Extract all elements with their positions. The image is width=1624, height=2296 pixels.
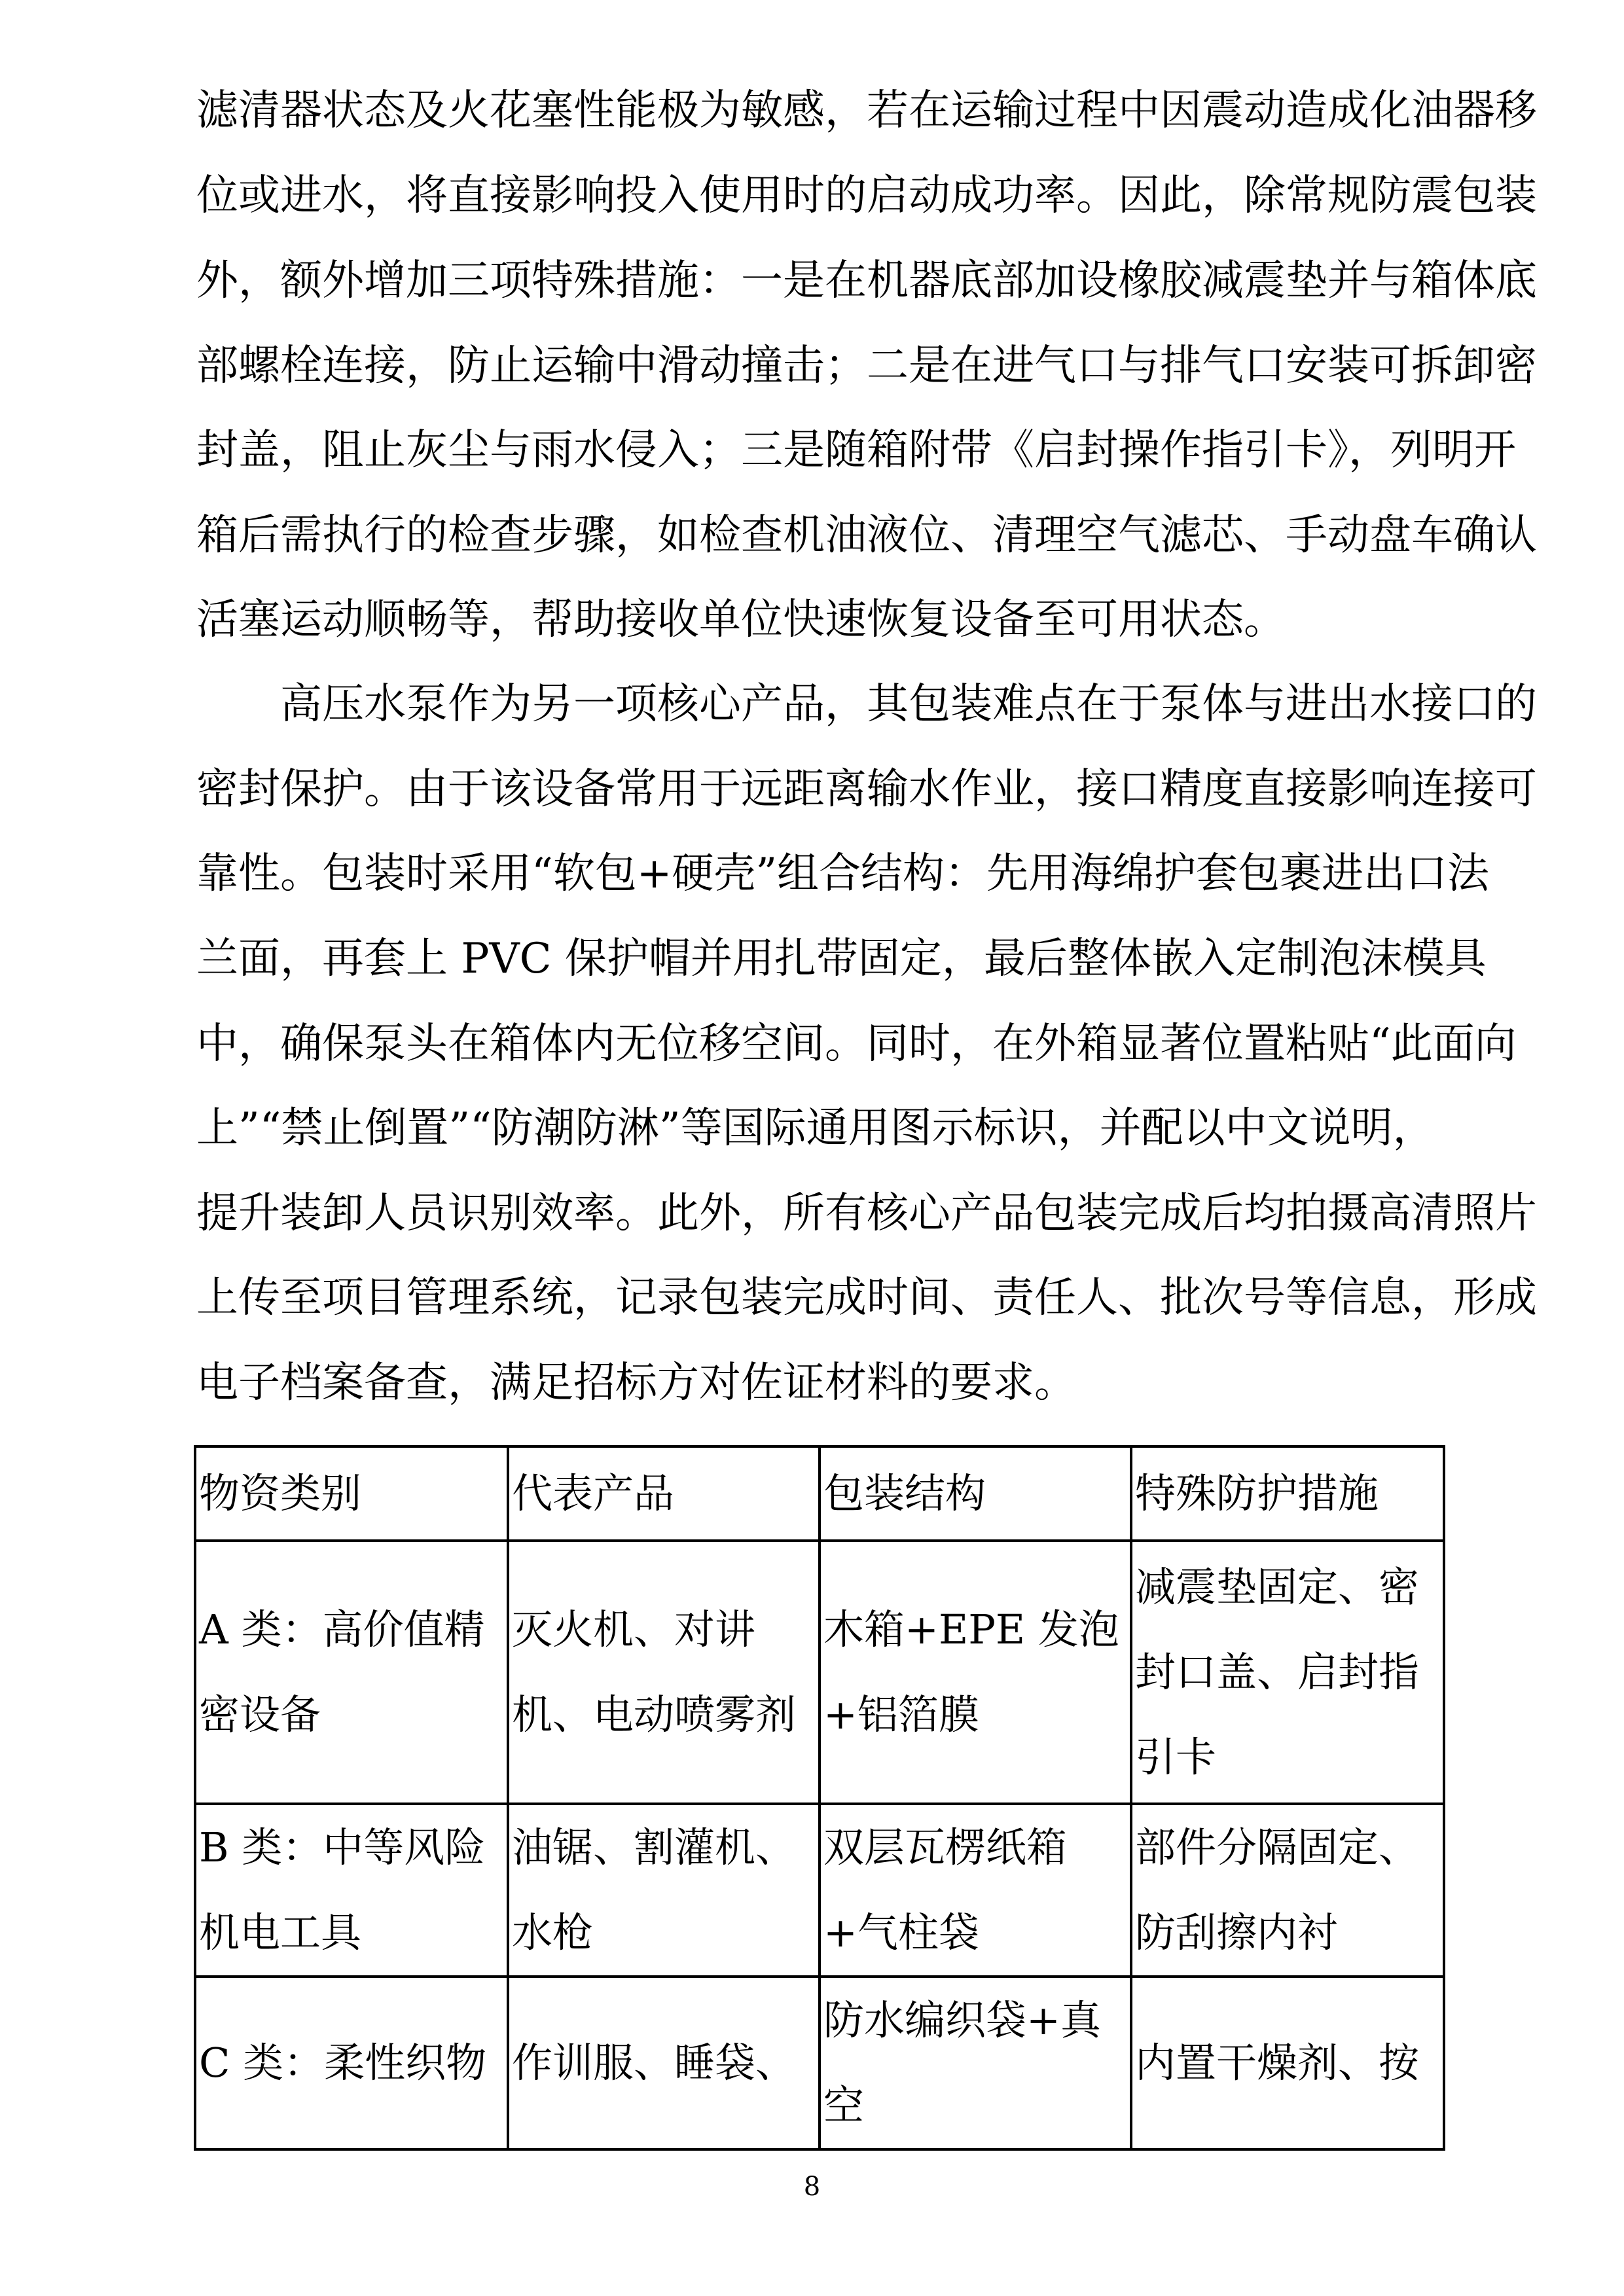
text-line: 箱后需执行的检查步骤，如检查机油液位、清理空气滤芯、手动盘车确认: [196, 511, 1537, 560]
table-row: [195, 1977, 1444, 2149]
text-line: 密封保护。由于该设备常用于远距离输水作业，接口精度直接影响连接可: [196, 765, 1537, 814]
table-header-cell: 代表产品: [508, 1446, 820, 1541]
text-line: 中，确保泵头在箱体内无位移空间。同时，在外箱显著位置粘贴“此面向: [196, 1020, 1517, 1068]
text-line: 靠性。包装时采用“软包+硬壳”组合结构：先用海绵护套包裹进出口法: [196, 850, 1490, 898]
table-cell: 双层瓦楞纸箱+气柱袋: [820, 1804, 1131, 1977]
table-cell: 内置干燥剂、按: [1131, 1977, 1444, 2149]
text-line: 上传至项目管理系统，记录包装完成时间、责任人、批次号等信息，形成: [196, 1274, 1537, 1322]
text-line: 活塞运动顺畅等，帮助接收单位快速恢复设备至可用状态。: [196, 596, 1286, 644]
table-cell: 减震垫固定、密封口盖、启封指引卡: [1131, 1541, 1444, 1804]
table-header-row: [195, 1446, 1444, 1541]
text-line: 提升装卸人员识别效率。此外，所有核心产品包装完成后均拍摄高清照片: [196, 1189, 1537, 1238]
table-cell: 木箱+EPE 发泡+铝箔膜: [820, 1541, 1131, 1804]
text-line: 电子档案备查，满足招标方对佐证材料的要求。: [196, 1359, 1076, 1407]
table-row: [195, 1804, 1444, 1977]
page-number: 8: [803, 2172, 821, 2202]
table-cell: 部件分隔固定、防刮擦内衬: [1131, 1804, 1444, 1977]
text-line: 部螺栓连接，防止运输中滑动撞击；二是在进气口与排气口安装可拆卸密: [196, 342, 1537, 390]
text-line: 外，额外增加三项特殊措施：一是在机器底部加设橡胶减震垫并与箱体底: [196, 257, 1537, 305]
table-cell: 作训服、睡袋、: [508, 1977, 820, 2149]
table-cell: A 类：高价值精密设备: [195, 1541, 508, 1804]
text-line: 上”“禁止倒置”“防潮防淋”等国际通用图示标识，并配以中文说明，: [196, 1104, 1435, 1153]
table-cell: 油锯、割灌机、水枪: [508, 1804, 820, 1977]
table-header-cell: 包装结构: [820, 1446, 1131, 1541]
table-cell: B 类：中等风险机电工具: [195, 1804, 508, 1977]
packaging-table: [194, 1445, 1445, 2151]
table-row: [195, 1541, 1444, 1804]
text-line: 封盖，阻止灰尘与雨水侵入；三是随箱附带《启封操作指引卡》，列明开: [196, 426, 1516, 475]
text-line: 高压水泵作为另一项核心产品，其包装难点在于泵体与进出水接口的: [280, 680, 1537, 728]
table-header-cell: 特殊防护措施: [1131, 1446, 1444, 1541]
text-line: 位或进水，将直接影响投入使用时的启动成功率。因此，除常规防震包装: [196, 171, 1537, 220]
table-cell: C 类：柔性织物: [195, 1977, 508, 2149]
table-header-cell: 物资类别: [195, 1446, 508, 1541]
table-cell: 防水编织袋+真空: [820, 1977, 1131, 2149]
table-cell: 灭火机、对讲机、电动喷雾剂: [508, 1541, 820, 1804]
text-line: 滤清器状态及火花塞性能极为敏感，若在运输过程中因震动造成化油器移: [196, 86, 1537, 135]
text-line: 兰面，再套上 PVC 保护帽并用扎带固定，最后整体嵌入定制泡沫模具: [196, 935, 1487, 983]
